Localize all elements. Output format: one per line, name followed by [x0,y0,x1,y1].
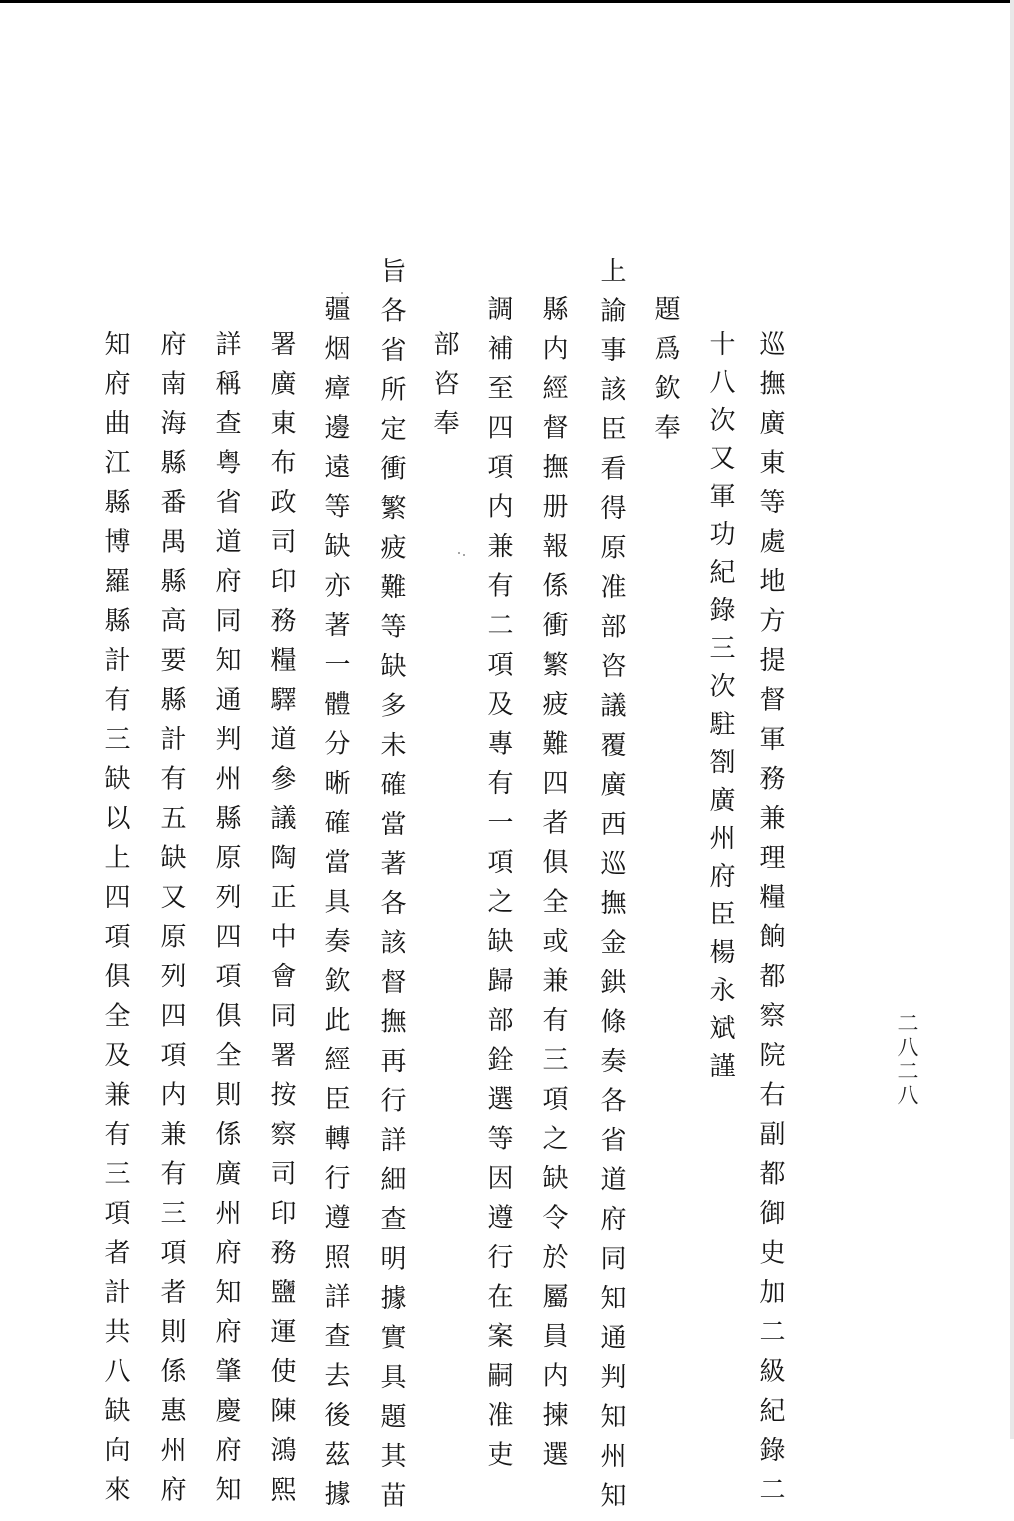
text-column-3: 題爲欽奉 [650,295,680,453]
text-column-10: 署廣東布政司印務糧驛道參議陶正中會同署按察司印務鹽運使陳鴻熙 [266,330,296,1515]
scan-speck [458,552,460,554]
text-column-1: 巡撫廣東等處地方提督軍務兼理糧餉都察院右副都御史加二級紀錄二 [755,330,785,1515]
text-column-6: 調補至四項内兼有二項及專有一項之缺歸部銓選等因遵行在案嗣准吏 [483,295,513,1480]
scan-speck [341,292,343,294]
text-column-13: 知府曲江縣博羅縣計有三缺以上四項俱全及兼有三項者計共八缺向來 [100,330,130,1515]
text-column-8: 旨各省所定衝繁疲難等缺多未確當著各該督撫再行詳細查明據實具題其苗 [376,257,406,1521]
page-number: 二八二八 [895,1012,919,1108]
text-column-9: 疆烟瘴邊遠等缺亦著一體分晰確當具奏欽此經臣轉行遵照詳查去後茲據 [320,295,350,1520]
text-column-2: 十八次又軍功紀錄三次駐劄廣州府臣楊永斌謹 [705,330,735,1090]
text-column-11: 詳稱查粤省道府同知通判州縣原列四項俱全則係廣州府知府肇慶府知 [211,330,241,1515]
text-column-5: 縣内經督撫册報係衝繁疲難四者俱全或兼有三項之缺令於屬員内揀選 [538,295,568,1480]
scan-edge [1010,0,1014,1439]
text-column-7: 部咨奉 [429,330,459,449]
scan-speck [463,554,465,556]
top-border-line [0,0,1014,3]
text-column-12: 府南海縣番禺縣高要縣計有五缺又原列四項内兼有三項者則係惠州府 [156,330,186,1515]
text-column-4: 上諭事該臣看得原准部咨議覆廣西巡撫金鉷條奏各省道府同知通判知州知 [596,257,626,1521]
